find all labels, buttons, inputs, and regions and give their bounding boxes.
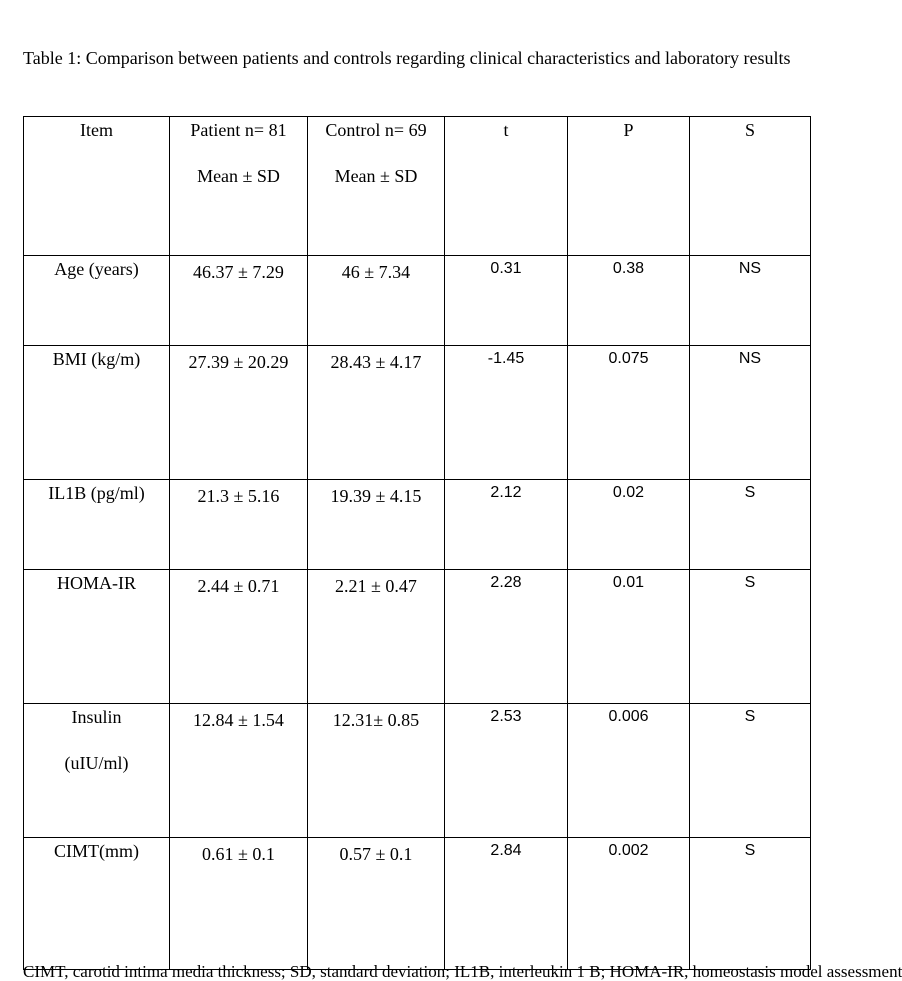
row-item: Insulin (uIU/ml) xyxy=(24,704,170,838)
row-s: S xyxy=(690,838,811,970)
header-patient: Patient n= 81 Mean ± SD xyxy=(170,117,308,256)
row-item: Age (years) xyxy=(24,256,170,346)
row-t: -1.45 xyxy=(445,346,568,480)
row-t: 0.31 xyxy=(445,256,568,346)
row-p: 0.006 xyxy=(568,704,690,838)
table-header-row xyxy=(24,117,811,256)
table-row xyxy=(24,256,811,346)
row-patient: 21.3 ± 5.16 xyxy=(170,480,308,570)
row-control: 2.21 ± 0.47 xyxy=(308,570,445,704)
row-t: 2.28 xyxy=(445,570,568,704)
table-footnote-partial xyxy=(23,962,902,981)
table-row xyxy=(24,570,811,704)
row-control: 28.43 ± 4.17 xyxy=(308,346,445,480)
header-t: t xyxy=(445,117,568,256)
row-s: S xyxy=(690,704,811,838)
footnote-text: CIMT, carotid intima media thickness; SD, standard deviation; IL1B, interleukin 1 B; HOMA-IR, homeostasis model assessment xyxy=(23,962,902,981)
row-item: HOMA-IR xyxy=(24,570,170,704)
row-p: 0.002 xyxy=(568,838,690,970)
row-control: 19.39 ± 4.15 xyxy=(308,480,445,570)
row-s: NS xyxy=(690,256,811,346)
row-s: NS xyxy=(690,346,811,480)
header-p: P xyxy=(568,117,690,256)
header-s: S xyxy=(690,117,811,256)
row-t: 2.12 xyxy=(445,480,568,570)
row-patient: 12.84 ± 1.54 xyxy=(170,704,308,838)
table-row xyxy=(24,480,811,570)
row-p: 0.38 xyxy=(568,256,690,346)
row-s: S xyxy=(690,570,811,704)
row-item: CIMT(mm) xyxy=(24,838,170,970)
row-t: 2.53 xyxy=(445,704,568,838)
table-row xyxy=(24,704,811,838)
comparison-table xyxy=(23,116,811,970)
header-item: Item xyxy=(24,117,170,256)
row-item: IL1B (pg/ml) xyxy=(24,480,170,570)
row-patient: 46.37 ± 7.29 xyxy=(170,256,308,346)
row-control: 12.31± 0.85 xyxy=(308,704,445,838)
row-t: 2.84 xyxy=(445,838,568,970)
row-patient: 0.61 ± 0.1 xyxy=(170,838,308,970)
table-caption: Table 1: Comparison between patients and controls regarding clinical characteristics and laboratory results xyxy=(23,48,791,68)
row-p: 0.01 xyxy=(568,570,690,704)
row-control: 46 ± 7.34 xyxy=(308,256,445,346)
row-patient: 27.39 ± 20.29 xyxy=(170,346,308,480)
row-item: BMI (kg/m) xyxy=(24,346,170,480)
header-control: Control n= 69 Mean ± SD xyxy=(308,117,445,256)
row-p: 0.02 xyxy=(568,480,690,570)
table-row xyxy=(24,346,811,480)
row-p: 0.075 xyxy=(568,346,690,480)
row-s: S xyxy=(690,480,811,570)
row-control: 0.57 ± 0.1 xyxy=(308,838,445,970)
table-row xyxy=(24,838,811,970)
row-patient: 2.44 ± 0.71 xyxy=(170,570,308,704)
